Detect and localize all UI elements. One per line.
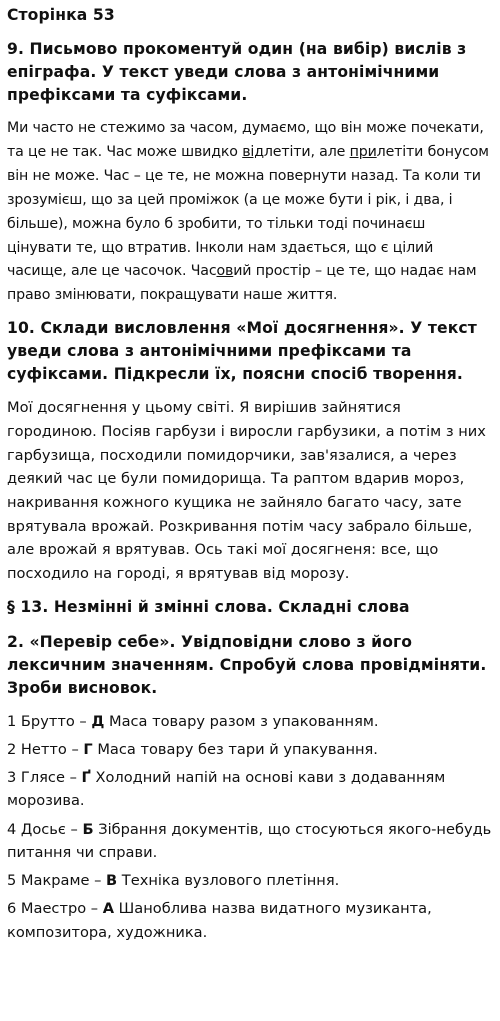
answer-word: 2 Нетто – xyxy=(7,741,84,759)
answer-meaning: Маса товару без тари й упакування. xyxy=(92,741,378,759)
task-9-text-part-1b: летіти, але xyxy=(263,143,350,160)
list-item xyxy=(7,738,492,761)
task-9-text-part-1: Ми часто не стежимо за часом, думаємо, що він може почекати, та це не так. Час може швидко xyxy=(7,120,484,160)
task-10-answer: Мої досягнення у цьому світі. Я вирішив зайнятися городиною. Посіяв гарбузи і виросли гарбузики, а потім з них гарбузища, посходили помидорчики, зав'язалися, а через деякий час це були помидорища. Та раптом вдарив мороз, накривання кожного кущика не зайняло багато часу, зате врятувала врожай. Розкривання потім часу забрало більше, але врожай я врятував. Ось такі мої досягненя: все, що посходило на городі, я врятував від морозу. xyxy=(7,399,486,583)
answer-letter: Б xyxy=(82,820,94,838)
matching-answers-list xyxy=(7,710,492,944)
answer-word: 3 Глясе – xyxy=(7,769,82,787)
answer-meaning: Шанобливa назва видатного музиканта, композитора, художника. xyxy=(7,900,432,941)
underlined-prefix-pry: при xyxy=(349,143,377,160)
answer-letter: В xyxy=(106,872,118,890)
task-9-answer xyxy=(7,117,492,308)
answer-meaning: Холодний напій на основі кави з додаванням морозива. xyxy=(7,769,446,810)
list-item xyxy=(7,818,492,864)
section-13-heading: § 13. Незмінні й змінні слова. Складні слова xyxy=(7,597,410,616)
list-item xyxy=(7,897,492,943)
answer-meaning: Техніка вузлового плетіння. xyxy=(117,872,340,890)
answer-letter: Д xyxy=(91,712,105,730)
task-10-title: 10. Склади висловлення «Мої досягнення». У текст уведи слова з антонімічними префіксами та суфіксами. Підкресли їх, поясни спосіб творення. xyxy=(7,319,477,384)
page-label: Сторінка 53 xyxy=(7,6,115,24)
answer-word: 4 Досьє – xyxy=(7,820,83,838)
task-9-text-part-3: ий простір – це те, що надає нам право змінювати, покращувати наше життя. xyxy=(7,263,477,304)
answer-letter: А xyxy=(102,900,115,918)
answer-word: 5 Макраме – xyxy=(7,872,107,890)
answer-word: 1 Брутто – xyxy=(7,712,92,730)
task-2-title: 2. «Перевір себе». Увідповідни слово з його лексичним значенням. Спробуй слова провідміняти. Зроби висновок. xyxy=(7,632,487,697)
answer-meaning: Маса товару разом з упакованням. xyxy=(104,712,379,730)
task-9-text-part-2: летіти бонусом він не може. Час – це те, не можна повернути назад. Та коли ти зрозумієш, що за цей проміжок (а це може бути і рік, і два, і більше), можна було б зробити, то тільки тоді починаєш цінувати те, що втратив. Інколи нам здається, що є цілий часище, але це часочок. Час xyxy=(7,143,489,280)
list-item xyxy=(7,710,492,733)
answer-letter: Г xyxy=(83,741,93,759)
task-9-title: 9. Письмово прокоментуй один (на вибір) вислів з епіграфа. У текст уведи слова з антонімічними префіксами та суфіксами. xyxy=(7,40,467,104)
list-item xyxy=(7,869,492,892)
underlined-prefix-vid: від xyxy=(242,143,264,160)
underlined-suffix-ov: ов xyxy=(216,263,234,280)
answer-letter: Ґ xyxy=(81,769,91,787)
answer-meaning: Зібрання документів, що стосуються якого-небудь питання чи справи. xyxy=(7,820,492,861)
answer-word: 6 Маестро – xyxy=(7,900,103,918)
list-item xyxy=(7,766,492,812)
